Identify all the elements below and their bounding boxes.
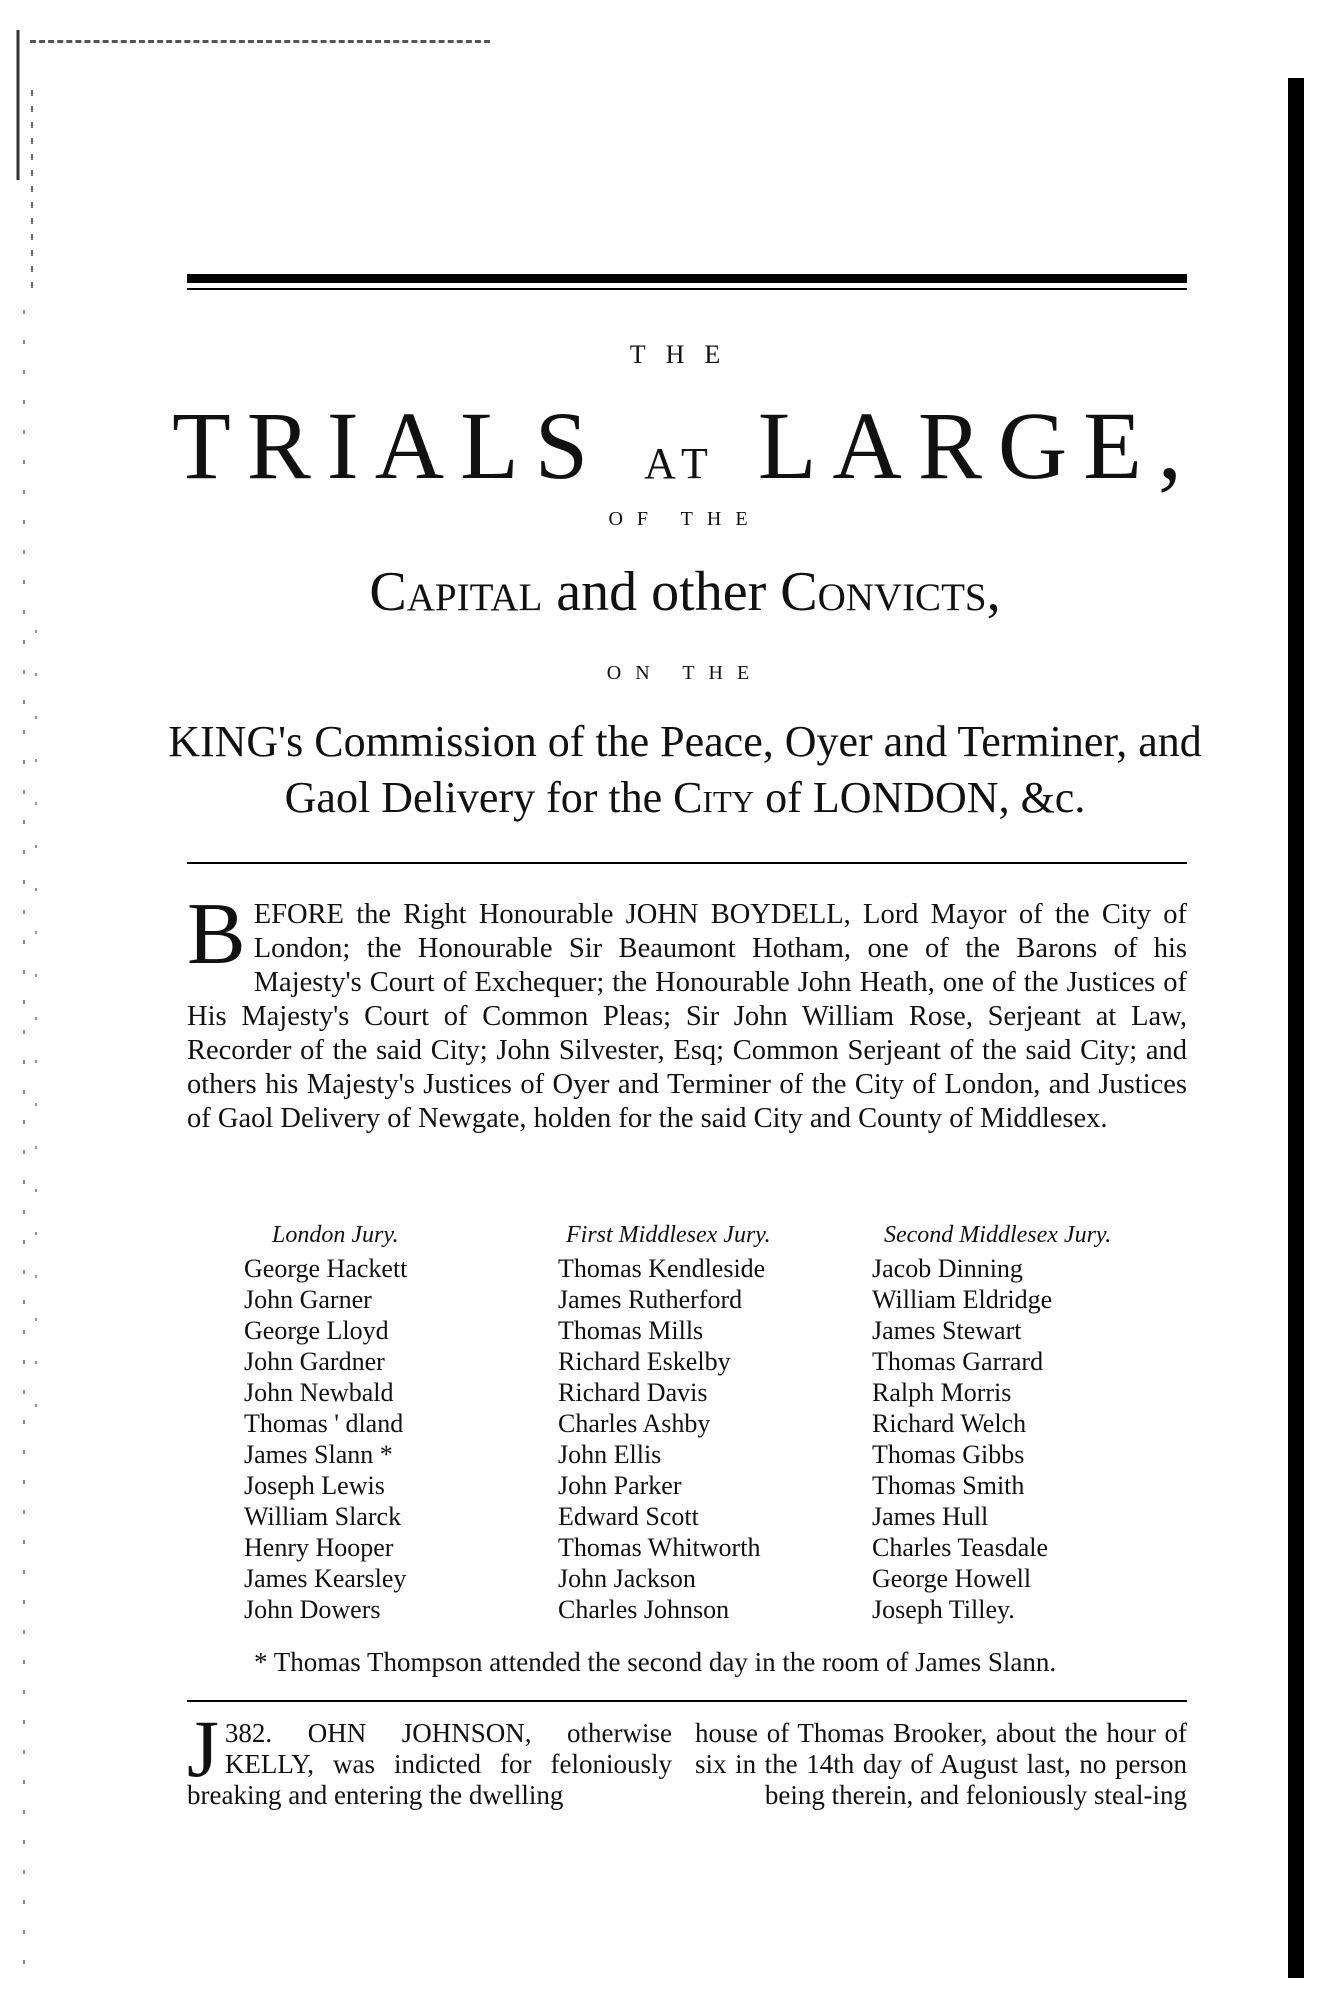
juror-name: George Hackett (244, 1254, 408, 1283)
juror-name: Charles Johnson (558, 1595, 730, 1624)
divider-rule (187, 862, 1187, 864)
scan-edge-marks (14, 30, 54, 1980)
juror-name: Richard Eskelby (558, 1347, 731, 1376)
second-middlesex-jury-list (872, 1220, 1111, 1625)
juror-name: Thomas Gibbs (872, 1440, 1025, 1469)
juror-name: James Stewart (872, 1316, 1022, 1345)
case-left-text: OHN JOHNSON, otherwise KELLY, was indicted for feloniously breaking and entering the dwelling (187, 1718, 672, 1810)
juror-name: Thomas Garrard (872, 1347, 1044, 1376)
juror-name: Charles Teasdale (872, 1533, 1049, 1562)
capital-word: Capital (369, 561, 543, 623)
juror-name: John Gardner (244, 1347, 385, 1376)
commission-line-2-end: of LONDON, &c. (765, 773, 1086, 822)
commission-line-2 (150, 772, 1220, 823)
juror-name: Joseph Lewis (244, 1471, 385, 1500)
jury-heading: First Middlesex Jury. (566, 1222, 771, 1248)
case-divider-rule (187, 1700, 1187, 1702)
subtitle-convicts (150, 560, 1220, 624)
juror-name: Thomas Kendleside (558, 1254, 766, 1283)
commission-line-1: KING's Commission of the Peace, Oyer and Terminer, and (168, 717, 1202, 766)
header-double-rule (187, 274, 1187, 290)
juror-name: William Eldridge (872, 1285, 1053, 1314)
juror-name: George Lloyd (244, 1316, 389, 1345)
juror-name: Ralph Morris (872, 1378, 1012, 1407)
scan-top-artifact (30, 40, 490, 43)
juror-name: James Rutherford (558, 1285, 743, 1314)
juror-name: Jacob Dinning (872, 1254, 1023, 1283)
city-word: City (673, 773, 755, 822)
juror-name: George Howell (872, 1564, 1032, 1593)
juror-name: Charles Ashby (558, 1409, 711, 1438)
juror-name: Thomas Mills (558, 1316, 704, 1345)
jury-heading: London Jury. (272, 1222, 399, 1248)
and-other-words: and other (556, 561, 767, 623)
juror-name: John Jackson (558, 1564, 696, 1593)
drop-cap: B (187, 886, 246, 983)
title-at: AT (644, 439, 718, 488)
juror-name: William Slarck (244, 1502, 402, 1531)
juror-name: Henry Hooper (244, 1533, 394, 1562)
juror-name: James Kearsley (244, 1564, 407, 1593)
juror-name: John Parker (558, 1471, 682, 1500)
juror-name: Edward Scott (558, 1502, 699, 1531)
subtitle-on-the: ON THE (606, 662, 764, 684)
juror-name: John Newbald (244, 1378, 394, 1407)
jury-heading: Second Middlesex Jury. (884, 1222, 1112, 1248)
main-title (150, 390, 1220, 501)
case-text-left-column (187, 1703, 672, 1811)
juror-name: James Hull (872, 1502, 989, 1531)
juror-name: Joseph Tilley. (872, 1595, 1015, 1624)
title-trials: TRIALS (172, 392, 605, 499)
before-text: EFORE the Right Honourable JOHN BOYDELL, Lord Mayor of the City of London; the Honourable Sir Beaumont Hotham, one of the Barons of his Majesty's Court of Exchequer; the Honourable John Heath, one of the Justices of His Majesty's Court of Common Pleas; Sir John William Rose, Serjeant at Law, Recorder of the said City; John Silvester, Esq; Common Serjeant of the said City; and others his Majesty's Justices of Oyer and Terminer of the City of London, and Justices of Gaol Delivery of Newgate, holden for the said City and County of Middlesex. (187, 899, 1187, 1134)
first-middlesex-jury-list (558, 1220, 771, 1625)
juror-name: John Ellis (558, 1440, 662, 1469)
juror-name: Thomas ' dland (244, 1409, 404, 1438)
london-jury-list (244, 1220, 407, 1625)
juror-name: Richard Welch (872, 1409, 1027, 1438)
juror-name: John Dowers (244, 1595, 381, 1624)
subtitle-of-the: OF THE (608, 508, 762, 530)
before-paragraph (187, 886, 1187, 1136)
jury-footnote: * Thomas Thompson attended the second day in the room of James Slann. (254, 1647, 1057, 1677)
case-text-right-column: house of Thomas Brooker, about the hour of six in the 14th day of August last, no person being therein, and feloniously steal-ing (695, 1718, 1187, 1810)
juror-name: Thomas Smith (872, 1471, 1025, 1500)
juror-name: James Slann * (244, 1440, 393, 1469)
case-drop-cap: J (187, 1703, 219, 1794)
case-number: 382. (224, 1718, 273, 1748)
commission-line-2-start: Gaol Delivery for the (284, 773, 663, 822)
convicts-word: Convicts, (780, 561, 1001, 623)
juror-name: Richard Davis (558, 1378, 708, 1407)
juror-name: Thomas Whitworth (558, 1533, 761, 1562)
title-the: THE (629, 340, 741, 369)
scan-right-edge (1288, 78, 1304, 1978)
title-large: LARGE, (757, 392, 1198, 499)
juror-name: John Garner (244, 1285, 372, 1314)
